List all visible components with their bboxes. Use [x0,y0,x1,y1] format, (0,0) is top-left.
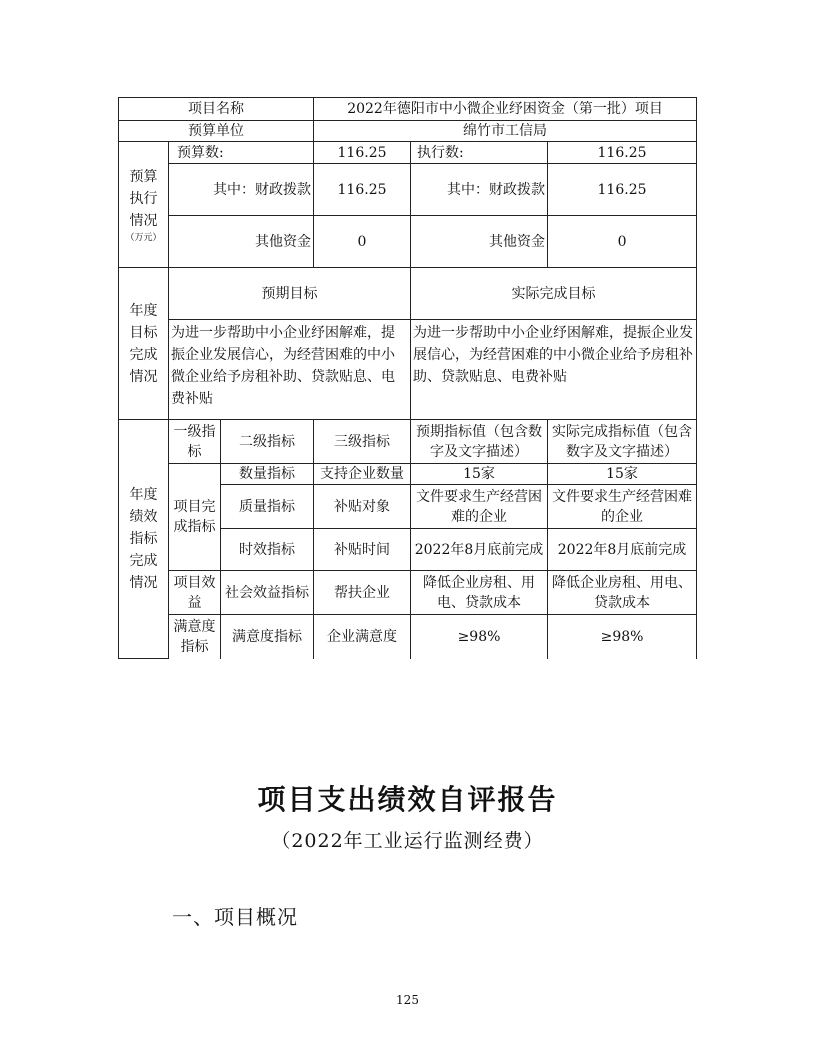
row-level3: 帮扶企业 [314,571,411,615]
row-level3: 补贴时间 [314,529,411,571]
actual-goal-header: 实际完成目标 [411,268,697,320]
fiscal-label-budget: 其中：财政拨款 [169,164,314,216]
goal-section-label [119,268,169,420]
table-row [119,464,697,485]
row-level3: 补贴对象 [314,485,411,529]
row-expected: 2022年8月底前完成 [411,529,548,571]
section-heading: 一、项目概况 [172,905,298,929]
fiscal-value-exec: 116.25 [548,164,697,216]
report-subtitle: （2022年工业运行监测经费） [271,830,544,852]
row-level2: 社会效益指标 [221,571,314,615]
row-level3: 企业满意度 [314,615,411,659]
perf-section-text: 年度绩效指标完成情况 [129,487,158,591]
project-name-value: 2022年德阳市中小微企业纾困资金（第一批）项目 [314,98,697,121]
expected-goal-text: 为进一步帮助中小企业纾困解难，提振企业发展信心，为经营困难的中小微企业给予房租补助、贷款贴息、电费补贴 [169,320,411,420]
fiscal-label-exec: 其中：财政拨款 [411,164,548,216]
page-number: 125 [396,993,419,1007]
row-actual: 15家 [548,464,697,485]
goal-section-text: 年度目标完成情况 [129,302,158,385]
perf-section-label [119,420,169,659]
actual-goal-text: 为进一步帮助中小企业纾困解难，提振企业发展信心，为经营困难的中小微企业给予房租补助、贷款贴息、电费补贴 [411,320,697,420]
expected-goal-header: 预期目标 [169,268,411,320]
report-title: 项目支出绩效自评报告 [257,783,558,816]
header-level2: 二级指标 [221,420,314,464]
exec-unit: （万元） [125,232,162,243]
group-output: 项目完成指标 [169,464,221,571]
row-level2: 满意度指标 [221,615,314,659]
header-actual: 实际完成指标值（包含数字及文字描述） [548,420,697,464]
row-expected: ≥98% [411,615,548,659]
row-level2: 质量指标 [221,485,314,529]
exec-amount-value: 116.25 [548,142,697,164]
exec-amount-label: 执行数: [411,142,548,164]
budget-amount-label: 预算数: [169,142,314,164]
other-value-budget: 0 [314,216,411,268]
fiscal-value-budget: 116.25 [314,164,411,216]
budget-unit-label: 预算单位 [119,121,314,142]
row-expected: 降低企业房租、用电、贷款成本 [411,571,548,615]
budget-unit-value: 绵竹市工信局 [314,121,697,142]
row-level2: 数量指标 [221,464,314,485]
row-level2: 时效指标 [221,529,314,571]
table-row [119,571,697,615]
exec-section-label [119,142,169,268]
header-level3: 三级指标 [314,420,411,464]
group-benefit: 项目效益 [169,571,221,615]
performance-table [118,97,697,659]
project-name-label: 项目名称 [119,98,314,121]
row-actual: ≥98% [548,615,697,659]
group-satisfaction: 满意度指标 [169,615,221,659]
row-expected: 15家 [411,464,548,485]
row-actual: 文件要求生产经营困难的企业 [548,485,697,529]
row-actual: 降低企业房租、用电、贷款成本 [548,571,697,615]
other-label-budget: 其他资金 [169,216,314,268]
header-expected: 预期指标值（包含数字及文字描述） [411,420,548,464]
other-value-exec: 0 [548,216,697,268]
other-label-exec: 其他资金 [411,216,548,268]
row-expected: 文件要求生产经营困难的企业 [411,485,548,529]
row-level3: 支持企业数量 [314,464,411,485]
header-level1: 一级指标 [169,420,221,464]
exec-section-text: 预算执行情况 [129,168,158,229]
table-row [119,615,697,659]
row-actual: 2022年8月底前完成 [548,529,697,571]
budget-amount-value: 116.25 [314,142,411,164]
